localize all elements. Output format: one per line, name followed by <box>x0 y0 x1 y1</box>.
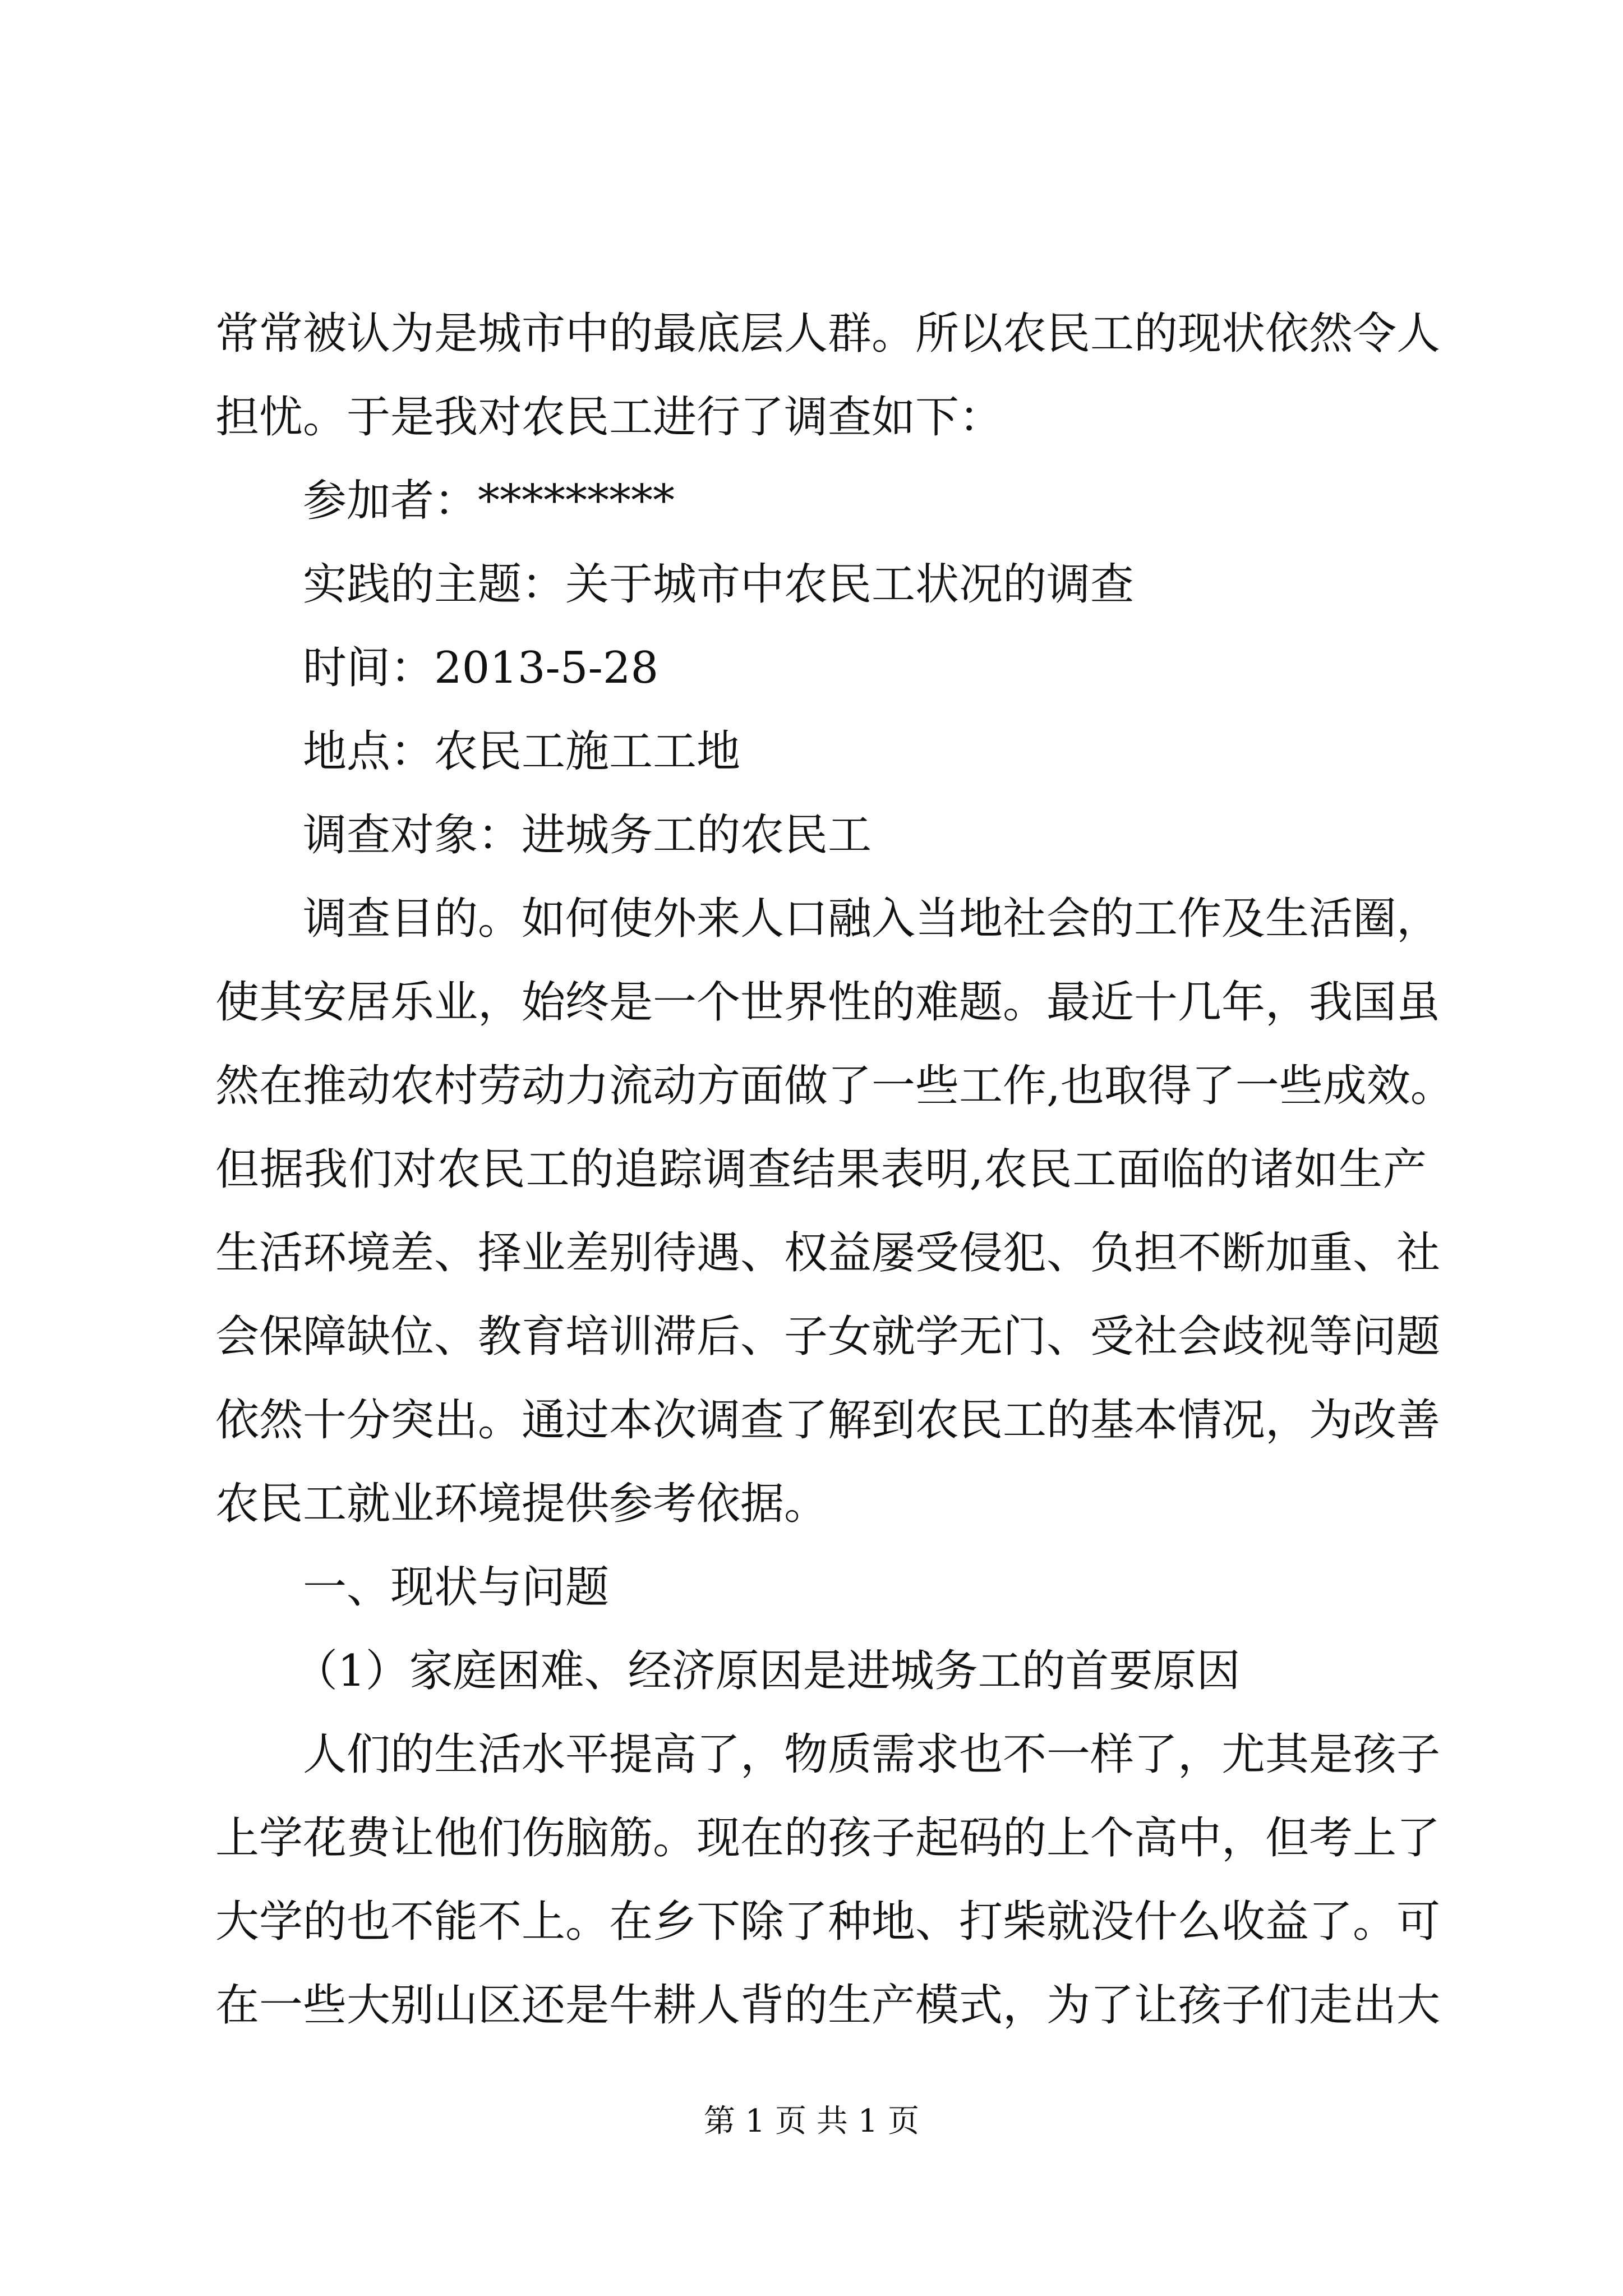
location-line: 地点：农民工施工工地 <box>303 726 741 777</box>
paragraph-line: 然在推动农村劳动力流动方面做了一些工作,也取得了一些成效。 <box>215 1061 1454 1111</box>
paragraph-line: 但据我们对农民工的追踪调查结果表明,农民工面临的诸如生产 <box>215 1144 1427 1195</box>
paragraph-line: 调查目的。如何使外来人口融入当地社会的工作及生活圈， <box>303 894 1441 944</box>
time-line: 时间：2013-5-28 <box>303 643 659 693</box>
paragraph-line: 生活环境差、择业差别待遇、权益屡受侵犯、负担不断加重、社 <box>215 1228 1441 1278</box>
paragraph-line: 依然十分突出。通过本次调查了解到农民工的基本情况，为改善 <box>215 1395 1441 1446</box>
page-number-footer: 第 1 页 共 1 页 <box>703 2103 920 2139</box>
subsection-heading: （1）家庭困难、经济原因是进城务工的首要原因 <box>294 1646 1241 1696</box>
survey-subject-line: 调查对象：进城务工的农民工 <box>303 810 872 861</box>
paragraph-line: 上学花费让他们伤脑筋。现在的孩子起码的上个高中，但考上了 <box>215 1813 1441 1864</box>
paragraph-line: 在一些大别山区还是牛耕人背的生产模式，为了让孩子们走出大 <box>215 1980 1441 2031</box>
paragraph-line: 使其安居乐业，始终是一个世界性的难题。最近十几年，我国虽 <box>215 977 1441 1028</box>
paragraph-line: 大学的也不能不上。在乡下除了种地、打柴就没什么收益了。可 <box>215 1897 1441 1947</box>
paragraph-line: 常常被认为是城市中的最底层人群。所以农民工的现状依然令人 <box>215 309 1441 359</box>
paragraph-line: 人们的生活水平提高了，物质需求也不一样了，尤其是孩子 <box>303 1729 1441 1780</box>
document-body <box>215 292 1454 2047</box>
participants-line: 参加者：********* <box>303 476 675 526</box>
paragraph-line: 会保障缺位、教育培训滞后、子女就学无门、受社会歧视等问题 <box>215 1312 1441 1362</box>
paragraph-line: 担忧。于是我对农民工进行了调查如下： <box>215 392 1003 443</box>
theme-line: 实践的主题：关于城市中农民工状况的调查 <box>303 559 1135 610</box>
paragraph-line: 农民工就业环境提供参考依据。 <box>215 1479 828 1529</box>
section-heading: 一、现状与问题 <box>303 1562 610 1613</box>
